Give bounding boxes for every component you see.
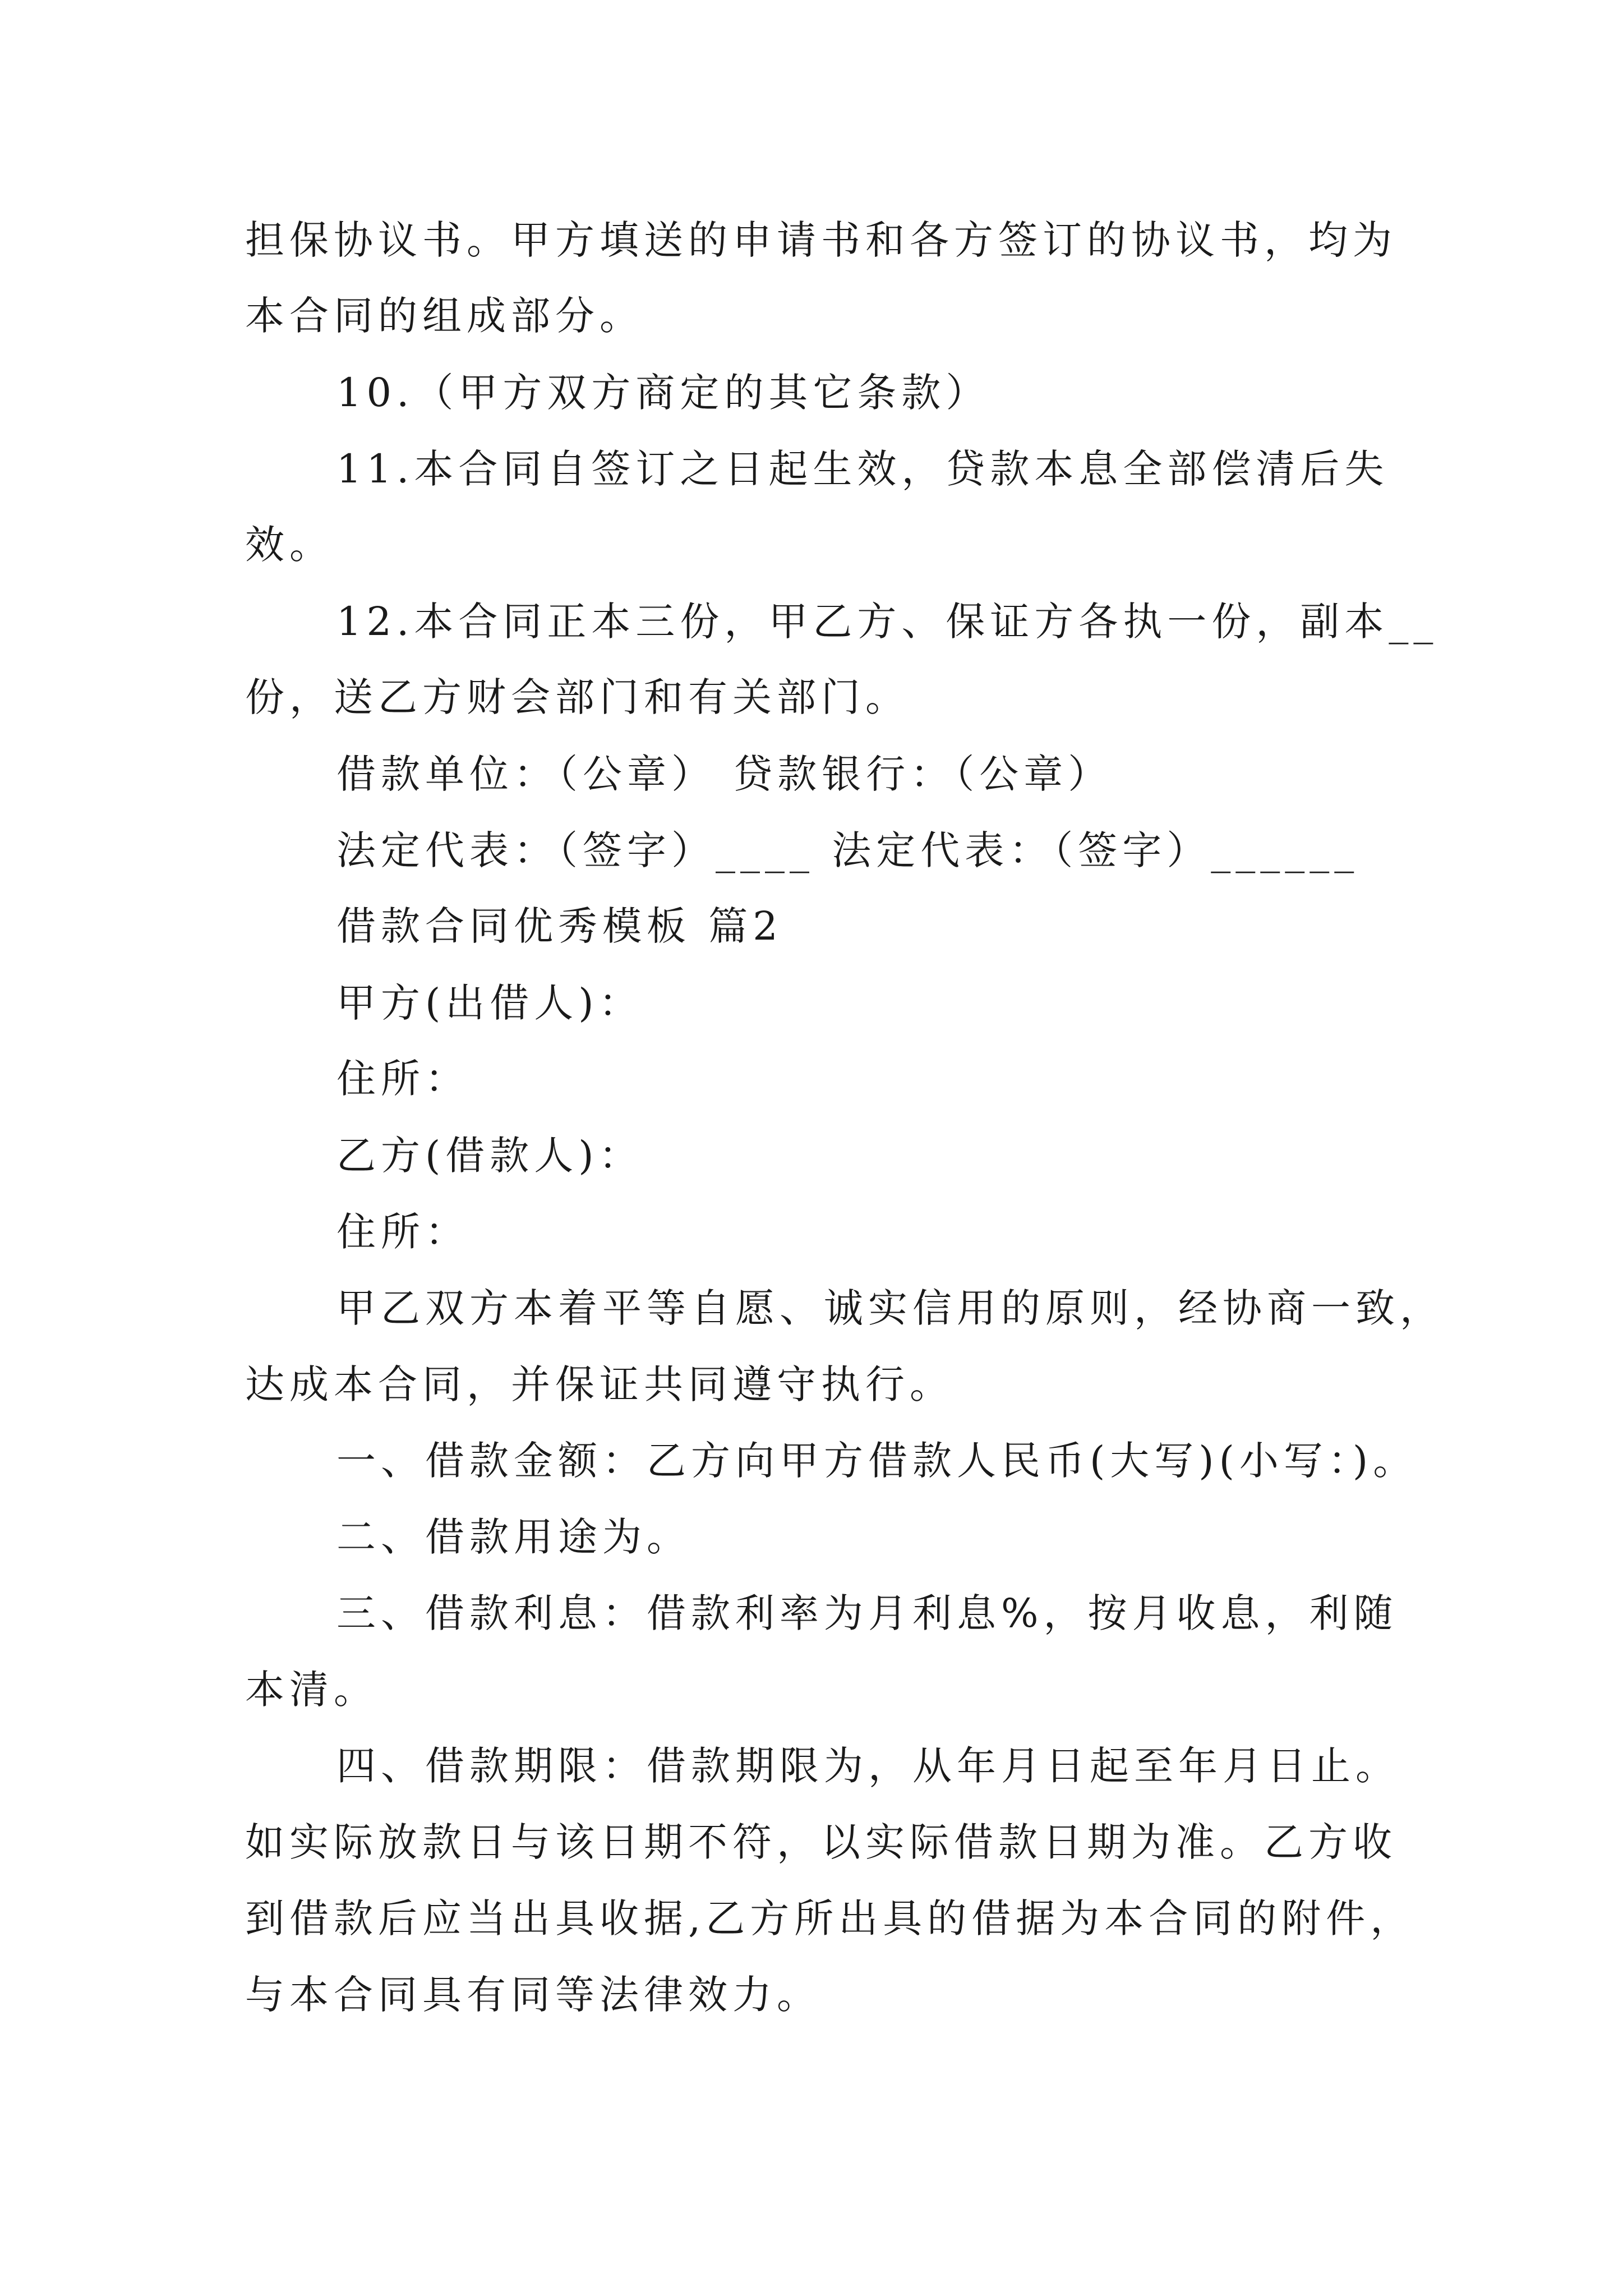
signature-units: 借款单位：（公章） 贷款银行：（公章） [336,751,1113,797]
borrower-label: 乙方(借款人)： [336,1133,643,1179]
paragraph-line: 达成本合同，并保证共同遵守执行。 [245,1361,954,1407]
paragraph-line: 到借款后应当出具收据,乙方所出具的借据为本合同的附件， [245,1895,1415,1941]
article-2: 二、借款用途为。 [336,1514,691,1560]
paragraph-line: 与本合同具有同等法律效力。 [245,1972,821,2018]
clause-12: 12.本合同正本三份，甲乙方、保证方各执一份，副本__ [336,599,1438,645]
paragraph-line: 本清。 [245,1667,378,1713]
paragraph-line: 效。 [245,522,334,568]
paragraph-line: 担保协议书。甲方填送的申请书和各方签订的协议书，均为 [245,217,1397,263]
preamble-line: 甲乙双方本着平等自愿、诚实信用的原则，经协商一致， [336,1285,1444,1331]
article-1: 一、借款金额：乙方向甲方借款人民币(大写)(小写：)。 [336,1438,1418,1484]
borrower-address-label: 住所： [336,1209,469,1255]
paragraph-line: 如实际放款日与该日期不符，以实际借款日期为准。乙方收 [245,1819,1397,1865]
lender-address-label: 住所： [336,1056,469,1102]
clause-10: 10.（甲方双方商定的其它条款） [336,370,990,416]
section-title: 借款合同优秀模板 篇2 [336,903,783,949]
article-3: 三、借款利息：借款利率为月利息%，按月收息，利随 [336,1590,1398,1636]
article-4: 四、借款期限：借款期限为，从年月日起至年月日止。 [336,1743,1400,1789]
lender-label: 甲方(出借人)： [336,980,643,1026]
paragraph-line: 本合同的组成部分。 [245,293,644,339]
signature-representatives: 法定代表：（签字）____ 法定代表：（签字）______ [336,827,1359,873]
clause-11: 11.本合同自签订之日起生效，贷款本息全部偿清后失 [336,446,1389,492]
paragraph-line: 份，送乙方财会部门和有关部门。 [245,674,910,720]
